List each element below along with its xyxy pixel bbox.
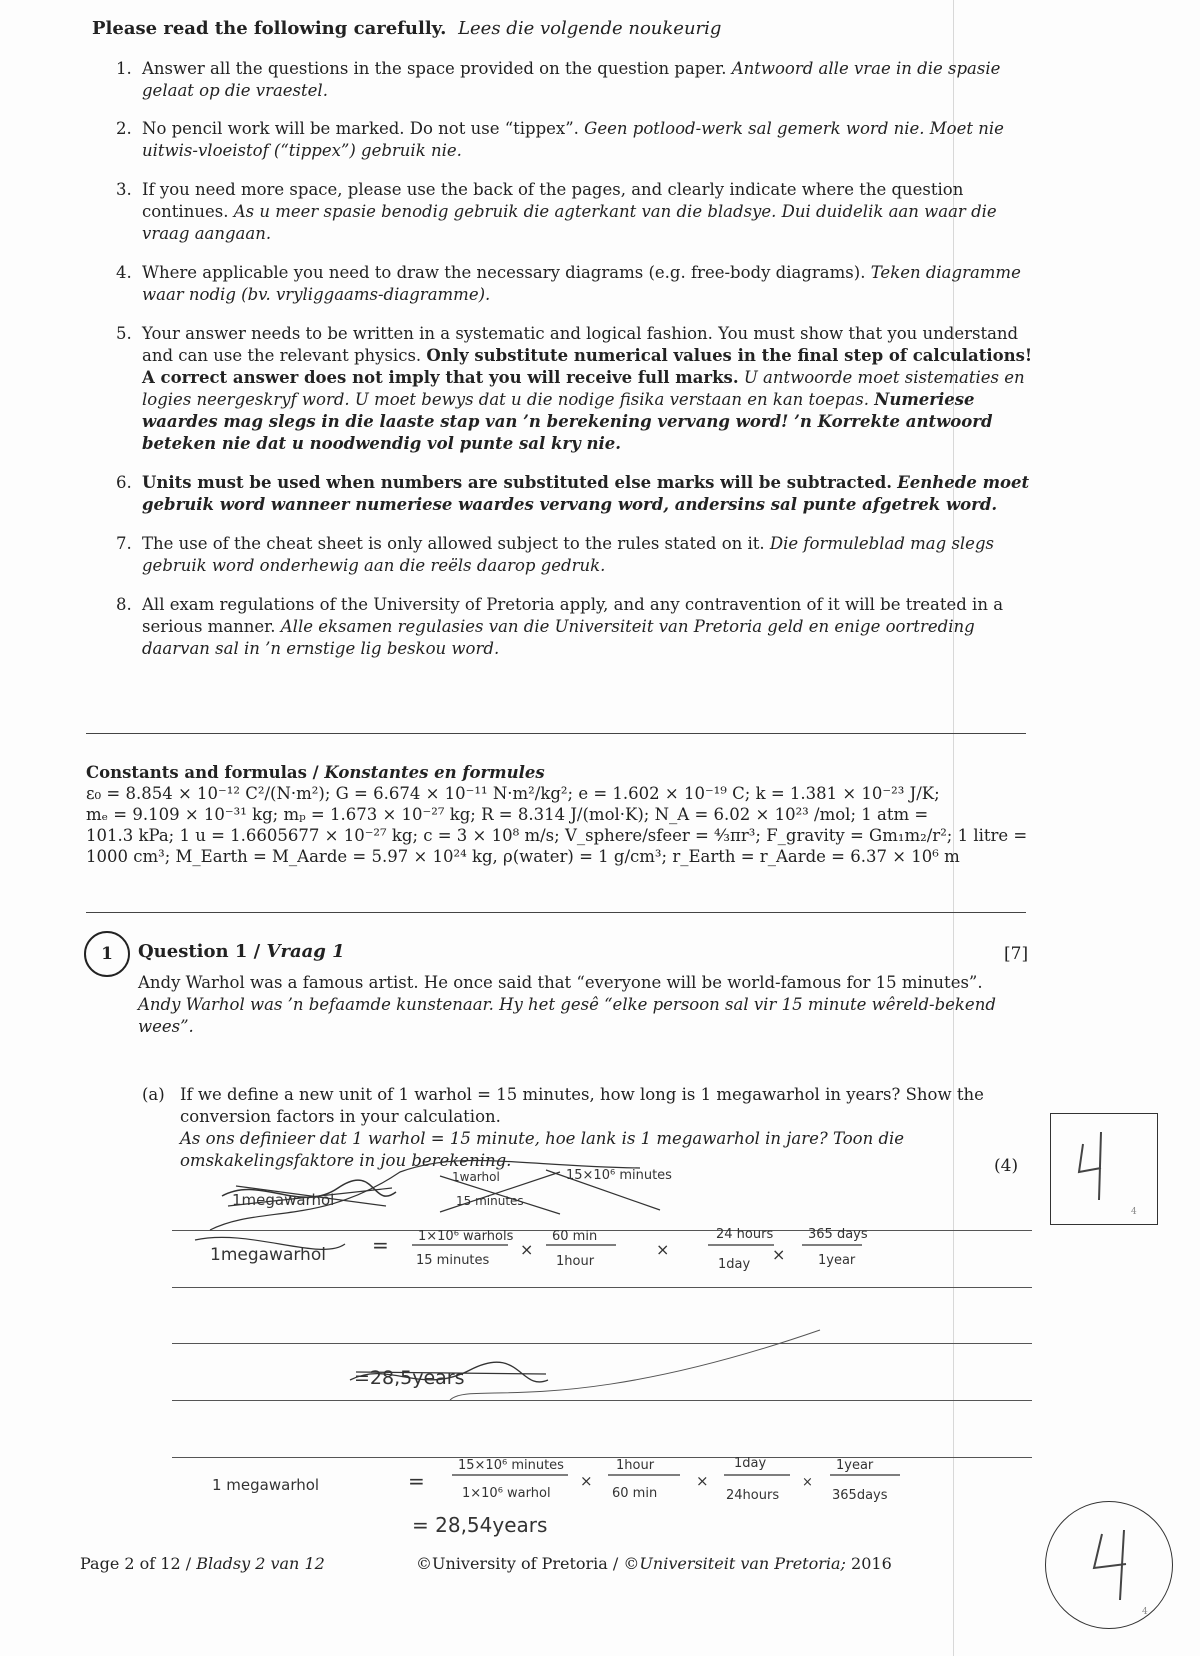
answer-line — [172, 1343, 1032, 1344]
divider — [86, 912, 1026, 913]
svg-text:365days: 365days — [832, 1488, 888, 1503]
copyright: ©University of Pretoria / ©Universiteit van Pretoria; 2016 — [416, 1554, 892, 1573]
score-circle — [1045, 1501, 1173, 1629]
svg-text:15×10⁶ minutes: 15×10⁶ minutes — [458, 1458, 564, 1473]
svg-text:1×10⁶ warhol: 1×10⁶ warhol — [462, 1486, 551, 1501]
instruction-item: 2. No pencil work will be marked. Do not use “tippex”. Geen potlood-werk sal gemerk word nie. Moet nie uitwis-vloeistof (“tippex”) gebruik nie. — [116, 119, 1004, 160]
scribble-text: 15 minutes — [456, 1194, 524, 1208]
scribble-text: 1warhol — [452, 1170, 500, 1184]
final-answer: = 28,54years — [412, 1513, 548, 1537]
answer-line — [172, 1457, 1032, 1458]
answer-line — [172, 1230, 1032, 1231]
question-number-badge: 1 — [84, 931, 130, 977]
svg-text:=: = — [372, 1233, 389, 1257]
svg-text:24hours: 24hours — [726, 1488, 780, 1503]
instruction-item: 8. All exam regulations of the University of Pretoria apply, and any contravention of it will be treated in a serious manner. Alle eksamen regulasies van die Universiteit van Pretoria geld en enige oortreding daarvan sal in ’n ernstige lig beskou word. — [116, 595, 1004, 658]
svg-text:1day: 1day — [718, 1257, 751, 1272]
svg-text:×: × — [520, 1240, 534, 1259]
constants-title: Constants and formulas / Konstantes en formules — [86, 763, 545, 782]
svg-text:1year: 1year — [836, 1458, 874, 1473]
instructions-list — [108, 58, 1036, 677]
svg-text:60 min: 60 min — [612, 1486, 658, 1501]
svg-text:1×10⁶ warhols: 1×10⁶ warhols — [418, 1229, 514, 1244]
score-box — [1050, 1113, 1158, 1225]
svg-text:×: × — [802, 1475, 813, 1490]
score-box-value: 4 — [1131, 1207, 1137, 1217]
svg-text:×: × — [656, 1240, 670, 1259]
question-marks: [7] — [1004, 944, 1029, 964]
svg-text:24 hours: 24 hours — [716, 1227, 774, 1242]
answer-line — [172, 1287, 1032, 1288]
working-row-1 — [195, 1227, 868, 1272]
instructions-heading — [92, 18, 721, 39]
score-box-mark — [1051, 1114, 1157, 1224]
svg-text:60 min: 60 min — [552, 1229, 598, 1244]
svg-text:1megawarhol: 1megawarhol — [210, 1245, 326, 1265]
svg-text:365 days: 365 days — [808, 1227, 868, 1242]
svg-text:1 megawarhol: 1 megawarhol — [212, 1476, 320, 1494]
constants-line: ε₀ = 8.854 × 10⁻¹² C²/(N·m²); G = 6.674 × 10⁻¹¹ N·m²/kg²; e = 1.602 × 10⁻¹⁹ C; k = 1.381 × 10⁻²³ J/K; — [86, 784, 940, 803]
question-title: Question 1 / Vraag 1 — [138, 941, 345, 962]
instruction-item: 6. Units must be used when numbers are substituted else marks will be subtracted. Eenhede moet gebruik word wanneer numeriese waardes vervang word, andersins sal punte afgetrek word. — [116, 473, 1030, 514]
svg-text:1day: 1day — [734, 1456, 767, 1471]
instruction-item: 4. Where applicable you need to draw the necessary diagrams (e.g. free-body diagrams). Teken diagramme waar nodig (bv. vryliggaams-diagramme). — [116, 263, 1021, 304]
svg-text:=: = — [408, 1469, 425, 1493]
final-working — [212, 1456, 900, 1537]
instruction-item: 3. If you need more space, please use the back of the pages, and clearly indicate where the question continues. As u meer spasie benodig gebruik die agterkant van die bladsye. Dui duidelik aan waar die vraag aangaan. — [116, 180, 997, 243]
instruction-item: 5. Your answer needs to be written in a systematic and logical fashion. You must show that you understand and can use the relevant physics. Only substitute numerical values in the final step of calculations! A correct answer does not imply that you will receive full marks. U antwoorde moet sistematies en logies neergeskryf word. U moet bewys dat u die nodige fisika verstaan en kan toepas. Numeriese waardes mag slegs in die laaste stap van ’n berekening vervang word! ’n Korrekte antwoord beteken nie dat u noodwendig vol punte sal kry nie. — [116, 324, 1033, 453]
score-circle-mark — [1046, 1502, 1172, 1628]
svg-text:=28,5years: =28,5years — [354, 1367, 465, 1389]
question-part-a: (a) If we define a new unit of 1 warhol = 15 minutes, how long is 1 megawarhol in years? Show the conversion factors in your calculation. As ons definieer dat 1 warhol = 15 minute, hoe lank is 1 megawarhol in jare? Toon die omskakelingsfaktore in jou berekening. — [142, 1085, 984, 1170]
answer-line — [172, 1400, 1032, 1401]
question-text: Andy Warhol was a famous artist. He once said that “everyone will be world-famous for 15 minutes”. Andy Warhol was ’n befaamde kunstenaar. Hy het gesê “elke persoon sal vir 15 minute wêreld-bekend wees”. — [138, 973, 996, 1036]
svg-text:×: × — [580, 1472, 593, 1490]
instruction-item: 1. Answer all the questions in the space provided on the question paper. Antwoord alle vrae in die spasie gelaat op die vraestel. — [116, 59, 1001, 100]
svg-text:×: × — [696, 1472, 709, 1490]
svg-text:×: × — [772, 1245, 786, 1264]
part-a-marks: (4) — [994, 1156, 1019, 1176]
score-circle-value: 4 — [1142, 1607, 1148, 1617]
working-row-2 — [350, 1330, 820, 1400]
svg-text:1hour: 1hour — [556, 1254, 595, 1269]
svg-text:1hour: 1hour — [616, 1458, 655, 1473]
svg-text:15 minutes: 15 minutes — [416, 1253, 490, 1268]
heading-english: Please read the following carefully. — [92, 18, 447, 39]
heading-afrikaans: Lees die volgende noukeurig — [458, 18, 722, 39]
scribble-text: 15×10⁶ minutes — [566, 1168, 672, 1183]
constants-line: 101.3 kPa; 1 u = 1.6605677 × 10⁻²⁷ kg; c = 3 × 10⁸ m/s; V_sphere/sfeer = ⁴⁄₃πr³; F_gravity = Gm₁m₂/r²; 1 litre = — [86, 826, 1028, 845]
constants-line: 1000 cm³; M_Earth = M_Aarde = 5.97 × 10²⁴ kg, ρ(water) = 1 g/cm³; r_Earth = r_Aarde = 6.37 × 10⁶ m — [86, 847, 960, 866]
constants-line: mₑ = 9.109 × 10⁻³¹ kg; mₚ = 1.673 × 10⁻²⁷ kg; R = 8.314 J/(mol·K); N_A = 6.02 × 10²³ /mol; 1 atm = — [86, 805, 929, 824]
constants-section — [86, 762, 1028, 867]
page-number: Page 2 of 12 / Bladsy 2 van 12 — [80, 1554, 325, 1573]
part-label: (a) — [142, 1085, 165, 1104]
svg-text:1year: 1year — [818, 1253, 856, 1268]
instruction-item: 7. The use of the cheat sheet is only allowed subject to the rules stated on it. Die formuleblad mag slegs gebruik word onderhewig aan die reëls daarop gedruk. — [116, 534, 994, 575]
scribble-text: 1megawarhol — [232, 1191, 335, 1209]
divider — [86, 733, 1026, 734]
